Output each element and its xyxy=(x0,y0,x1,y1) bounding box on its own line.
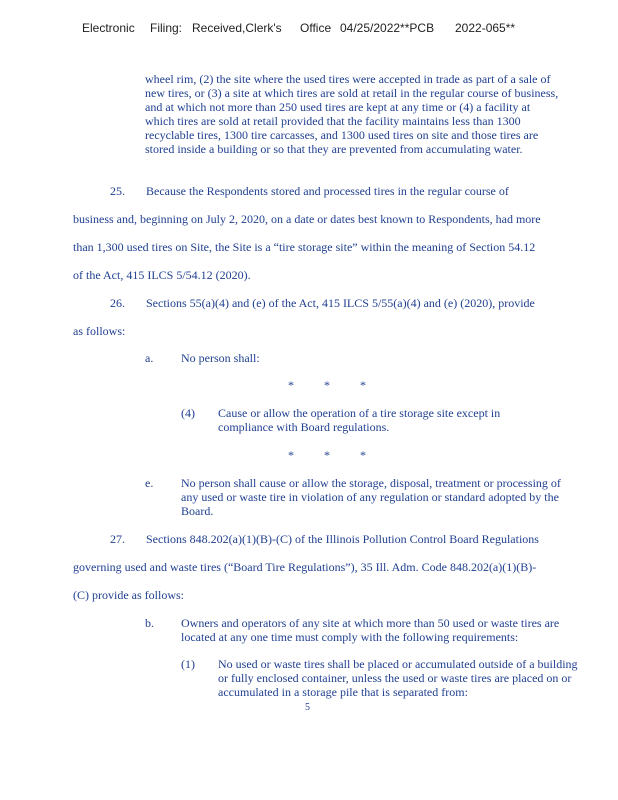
para-25-line-2: business and, beginning on July 2, 2020, on a date or dates best known to Respondents, had more xyxy=(73,212,541,226)
header-office: Office xyxy=(300,21,332,35)
star-mark: * xyxy=(360,378,366,392)
star-mark: * xyxy=(324,378,330,392)
item-b-text: Owners and operators of any site at which more than 50 used or waste tires are located at any one time must comply with the following requirements: xyxy=(181,616,560,644)
ellipsis-stars-2 xyxy=(288,448,396,463)
item-b1-label: (1) xyxy=(181,657,195,671)
item-b1-text: No used or waste tires shall be placed or accumulated outside of a building or fully enclosed container, unless the used or waste tires are placed on or accumulated in a storage pile that is separated from: xyxy=(218,657,578,699)
star-mark: * xyxy=(288,378,294,392)
star-mark: * xyxy=(288,448,294,462)
para-26-line-2: as follows: xyxy=(73,324,126,338)
para-27-line-2: governing used and waste tires (“Board Tire Regulations”), 35 Ill. Adm. Code 848.202(a)(1)(B)- xyxy=(73,560,537,574)
header-electronic: Electronic xyxy=(82,21,135,35)
page-number: 5 xyxy=(305,702,310,713)
star-mark: * xyxy=(324,448,330,462)
item-a-text: No person shall: xyxy=(181,351,260,365)
header-filing: Filing: xyxy=(150,21,183,35)
header-date: 04/25/2022**PCB xyxy=(340,21,435,35)
star-mark: * xyxy=(360,448,366,462)
para-27-line-1: 27. Sections 848.202(a)(1)(B)-(C) of the Illinois Pollution Control Board Regulations xyxy=(110,532,539,546)
para-25-line-4: of the Act, 415 ILCS 5/54.12 (2020). xyxy=(73,268,251,282)
item-e-text: No person shall cause or allow the storage, disposal, treatment or processing of any used or waste tire in violation of any regulation or standard adopted by the Board. xyxy=(181,476,561,518)
item-b-label: b. xyxy=(145,616,154,630)
item-a4-text: Cause or allow the operation of a tire storage site except in compliance with Board regulations. xyxy=(218,406,501,434)
item-a-label: a. xyxy=(145,351,154,365)
ellipsis-stars-1 xyxy=(288,378,396,393)
para-25-line-1: 25. Because the Respondents stored and processed tires in the regular course of xyxy=(110,184,509,198)
header-received: Received,Clerk's xyxy=(192,21,282,35)
para-27-line-3: (C) provide as follows: xyxy=(73,588,184,602)
para-26-line-1: 26. Sections 55(a)(4) and (e) of the Act, 415 ILCS 5/55(a)(4) and (e) (2020), provide xyxy=(110,296,535,310)
header-case-number: 2022-065** xyxy=(455,21,516,35)
para-25-line-3: than 1,300 used tires on Site, the Site is a “tire storage site” within the meaning of Section 54.12 xyxy=(73,240,536,254)
item-e-label: e. xyxy=(145,476,154,490)
item-a4-label: (4) xyxy=(181,406,195,420)
intro-paragraph: wheel rim, (2) the site where the used tires were accepted in trade as part of a sale of new tires, or (3) a site at which tires are sold at retail in the regular course of business, and at which not more than 250 used tires are kept at any time or (4) a facility at which tires are sold at retail provided that the facility maintains less than 1300 recyclable tires, 1300 tire carcasses, and 1300 used tires on site and those tires are stored inside a building or so that they are prevented from accumulating water. xyxy=(145,72,559,156)
